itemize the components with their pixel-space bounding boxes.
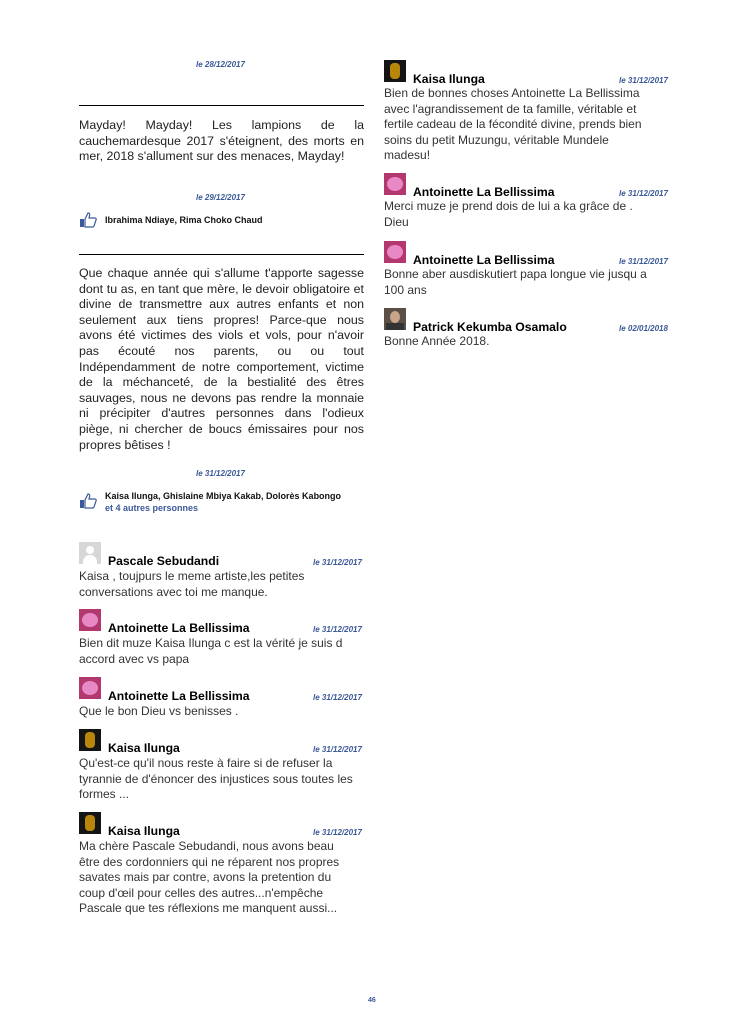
kaisa-avatar (79, 729, 101, 751)
comment-date: le 31/12/2017 (313, 828, 362, 837)
comment-text: Bien de bonnes choses Antoinette La Bellissima avec l'agrandissement de ta famille, véritable et fertile cadeau de la fécondité divine, prends bien soins du petit Muzungu, véritable Mundele madesu! (384, 86, 642, 163)
comment-date: le 31/12/2017 (313, 693, 362, 702)
comment-author[interactable]: Antoinette La Bellissima (413, 253, 555, 267)
comment-author[interactable]: Kaisa Ilunga (413, 72, 485, 86)
divider (79, 254, 364, 255)
comment-date: le 31/12/2017 (313, 745, 362, 754)
comment-date: le 02/01/2018 (619, 324, 668, 333)
comment-text: Bonne aber ausdiskutiert papa longue vie jusqu a 100 ans (384, 267, 647, 297)
comment-date: le 31/12/2017 (313, 625, 362, 634)
patrick-avatar (384, 308, 406, 330)
comment-author[interactable]: Kaisa Ilunga (108, 824, 180, 838)
thumbs-up-icon (79, 493, 97, 509)
pink-avatar (79, 677, 101, 699)
comment-date: le 31/12/2017 (619, 76, 668, 85)
pink-avatar (384, 241, 406, 263)
comment-date: le 31/12/2017 (313, 558, 362, 567)
comment-author[interactable]: Antoinette La Bellissima (108, 689, 250, 703)
comment-date: le 31/12/2017 (619, 189, 668, 198)
kaisa-avatar (79, 812, 101, 834)
comment-text: Ma chère Pascale Sebudandi, nous avons beau être des cordonniers qui ne réparent nos propres savates mais par contre, avons la pretention du coup d'œil pour celles des autres...n'empêche Pascale que tes réflexions me manquent aussi... (79, 839, 340, 916)
comment-text: Kaisa , toujpurs le meme artiste,les petites conversations avec toi me manque. (79, 569, 305, 599)
grey-avatar (79, 542, 101, 564)
comment-text: Bien dit muze Kaisa Ilunga c est la vérité je suis d accord avec vs papa (79, 636, 343, 666)
post-text: Que chaque année qui s'allume t'apporte sagesse dont tu as, en tant que mère, le devoir obligatoire et divine de transmettre aux autres enfants et non seulement aux tiens propres! Parce-que nous avons été victimes des viols et vols, pour n'avoir pas écouté nos parents, ou ou tout Indépendamment de notre comportement, victime de la méchanceté, de la bestialité des êtres sauvages, nous ne devons pas rendre la monnaie ni précipiter d'autres personnes dans l'odieux piège, ni chercher de boucs émissaires pour nos propres bêtises ! (79, 266, 364, 452)
post-date: le 31/12/2017 (196, 469, 245, 478)
post-date: le 29/12/2017 (196, 193, 245, 202)
comment-author[interactable]: Antoinette La Bellissima (413, 185, 555, 199)
pink-avatar (384, 173, 406, 195)
kaisa-avatar (384, 60, 406, 82)
likes-more-link[interactable]: et 4 autres personnes (105, 503, 199, 513)
comment-text: Que le bon Dieu vs benisses . (79, 704, 239, 718)
comment-text: Merci muze je prend dois de lui a ka grâce de . Dieu (384, 199, 633, 229)
likes-names: Kaisa Ilunga, Ghislaine Mbiya Kakab, Dolorès Kabongo (105, 491, 342, 501)
page-number: 46 (368, 997, 376, 1004)
pink-avatar (79, 609, 101, 631)
divider (79, 105, 364, 106)
comment-text: Bonne Année 2018. (384, 334, 490, 348)
post-date: le 28/12/2017 (196, 60, 245, 69)
post-likes[interactable]: Ibrahima Ndiaye, Rima Choko Chaud (105, 215, 263, 225)
thumbs-up-icon (79, 212, 97, 228)
comment-author[interactable]: Antoinette La Bellissima (108, 621, 250, 635)
post-text: Mayday! Mayday! Les lampions de la cauchemardesque 2017 s'éteignent, des morts en mer, 2018 s'allument sur des menaces, Mayday! (79, 118, 364, 164)
comment-author[interactable]: Kaisa Ilunga (108, 741, 180, 755)
comment-author[interactable]: Pascale Sebudandi (108, 554, 220, 568)
comment-date: le 31/12/2017 (619, 257, 668, 266)
comment-text: Qu'est-ce qu'il nous reste à faire si de refuser la tyrannie de d'énoncer des injustices sous toutes les formes ... (79, 756, 353, 802)
comment-author[interactable]: Patrick Kekumba Osamalo (413, 320, 567, 334)
post-likes[interactable] (105, 490, 341, 514)
